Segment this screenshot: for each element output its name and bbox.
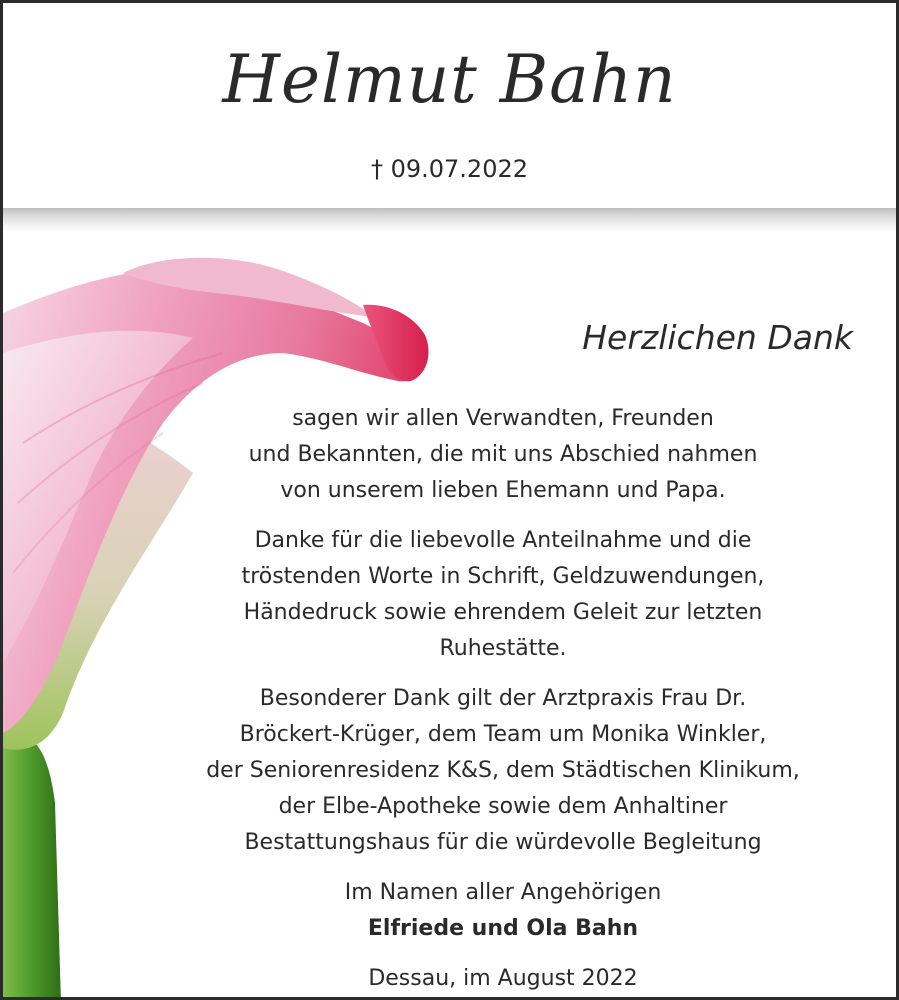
paragraph-2	[133, 523, 873, 667]
signature	[133, 875, 873, 947]
paragraph-1	[133, 401, 873, 509]
paragraph-3	[133, 681, 873, 861]
text-line: Bestattungshaus für die würdevolle Begleitung	[244, 830, 762, 855]
text-line: von unserem lieben Ehemann und Papa.	[280, 478, 726, 503]
text-line: der Seniorenresidenz K&S, dem Städtischen Klinikum,	[206, 758, 800, 783]
header-divider	[3, 208, 896, 232]
signature-intro: Im Namen aller Angehörigen	[344, 880, 662, 905]
place-date: Dessau, im August 2022	[368, 966, 638, 991]
text-line: und Bekannten, die mit uns Abschied nahmen	[248, 442, 758, 467]
text-line: Händedruck sowie ehrendem Geleit zur letzten	[243, 600, 763, 625]
text-line: Bröckert-Krüger, dem Team um Monika Winkler,	[239, 722, 767, 747]
thank-you-heading: Herzlichen Dank	[582, 318, 853, 357]
text-line: Besonderer Dank gilt der Arztpraxis Frau Dr.	[259, 686, 747, 711]
text-line: sagen wir allen Verwandten, Freunden	[292, 406, 714, 431]
signature-names: Elfriede und Ola Bahn	[367, 916, 639, 941]
header	[3, 3, 896, 210]
deceased-name: Helmut Bahn	[222, 41, 677, 118]
text-line: tröstenden Worte in Schrift, Geldzuwendungen,	[241, 564, 765, 589]
text-line: Ruhestätte.	[439, 636, 567, 661]
text-line: Danke für die liebevolle Anteilnahme und die	[254, 528, 752, 553]
death-date: † 09.07.2022	[370, 155, 529, 183]
text-line: der Elbe-Apotheke sowie dem Anhaltiner	[278, 794, 728, 819]
message-body	[133, 401, 873, 997]
